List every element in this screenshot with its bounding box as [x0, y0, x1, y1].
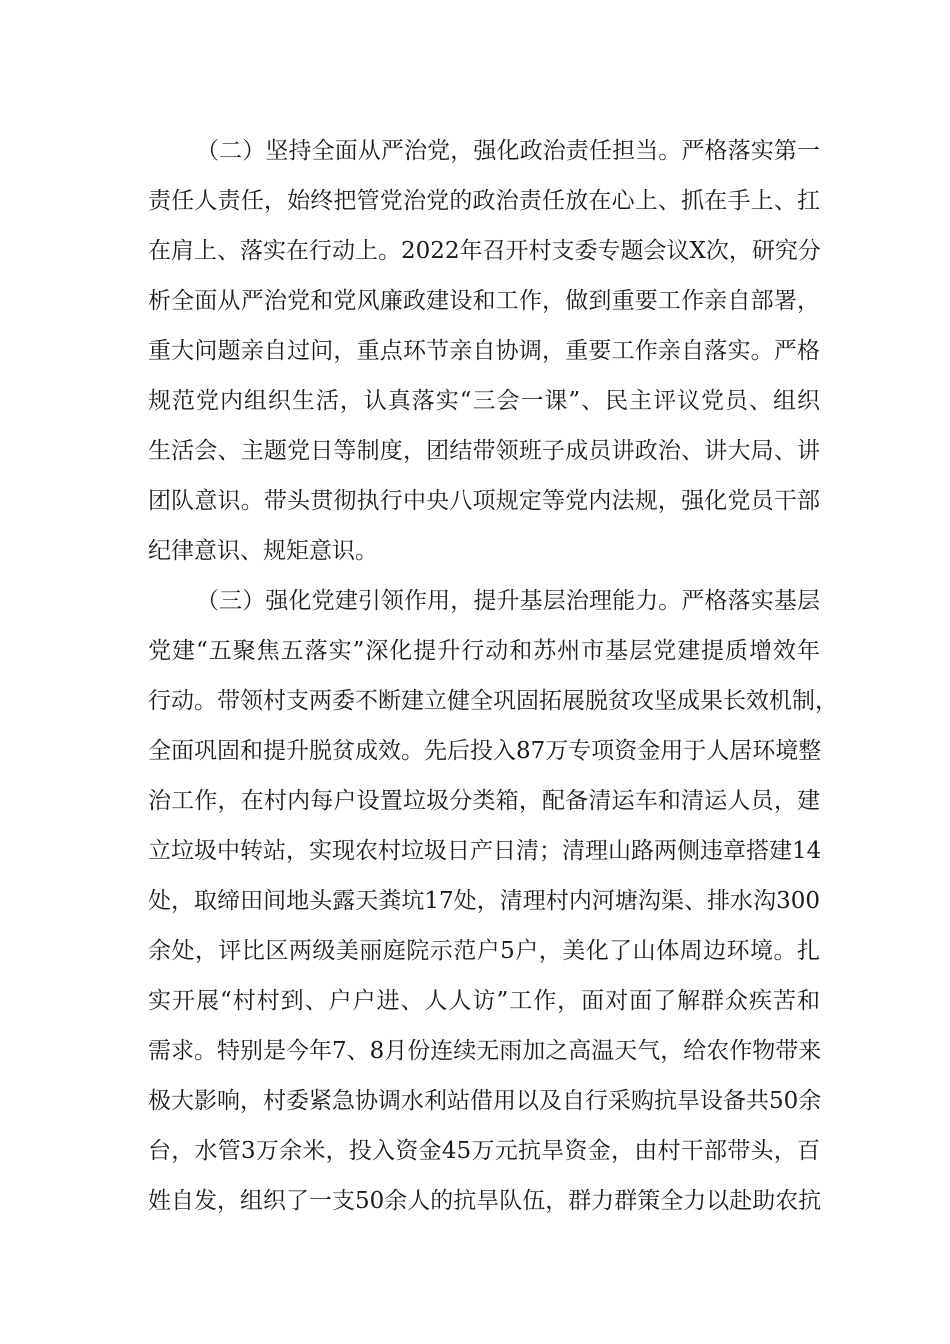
paragraph-line: 立垃圾中转站，实现农村垃圾日产日清；清理山路两侧违章搭建14	[148, 838, 822, 864]
paragraph-line: 行动。带领村支两委不断建立健全巩固拓展脱贫攻坚成果长效机制，	[148, 688, 838, 714]
paragraph-line: 团队意识。带头贯彻执行中央八项规定等党内法规，强化党员干部	[148, 488, 820, 514]
paragraph-line: 全面巩固和提升脱贫成效。先后投入87万专项资金用于人居环境整	[148, 738, 822, 764]
paragraph-line: 极大影响，村委紧急协调水利站借用以及自行采购抗旱设备共50余	[148, 1088, 822, 1114]
paragraph-line: 责任人责任，始终把管党治党的政治责任放在心上、抓在手上、扛	[148, 188, 820, 214]
paragraph-line: 规范党内组织生活，认真落实“三会一课”、民主评议党员、组织	[148, 388, 820, 414]
paragraph-line: 治工作，在村内每户设置垃圾分类箱，配备清运车和清运人员，建	[148, 788, 820, 814]
paragraph-line: （三）强化党建引领作用，提升基层治理能力。严格落实基层	[196, 588, 820, 614]
paragraph-line: 余处，评比区两级美丽庭院示范户5户，美化了山体周边环境。扎	[148, 938, 820, 964]
paragraph-line: 姓自发，组织了一支50余人的抗旱队伍，群力群策全力以赴助农抗	[148, 1188, 822, 1214]
paragraph-line: 析全面从严治党和党风廉政建设和工作，做到重要工作亲自部署，	[148, 288, 820, 314]
paragraph-line: 需求。特别是今年7、8月份连续无雨加之高温天气，给农作物带来	[148, 1038, 822, 1064]
paragraph-line: 生活会、主题党日等制度，团结带领班子成员讲政治、讲大局、讲	[148, 438, 820, 464]
paragraph-line: 实开展“村村到、户户进、人人访”工作，面对面了解群众疾苦和	[148, 988, 820, 1014]
paragraph-line: 重大问题亲自过问，重点环节亲自协调，重要工作亲自落实。严格	[148, 338, 820, 364]
paragraph-line: 台，水管3万余米，投入资金45万元抗旱资金，由村干部带头，百	[148, 1138, 820, 1164]
paragraph-line: （二）坚持全面从严治党，强化政治责任担当。严格落实第一	[196, 138, 820, 164]
paragraph-line: 纪律意识、规矩意识。	[148, 538, 378, 564]
paragraph-line: 处，取缔田间地头露天粪坑17处，清理村内河塘沟渠、排水沟300	[148, 888, 820, 914]
paragraph-line: 党建“五聚焦五落实”深化提升行动和苏州市基层党建提质增效年	[148, 638, 820, 664]
paragraph-line: 在肩上、落实在行动上。2022年召开村支委专题会议X次，研究分	[148, 238, 821, 264]
